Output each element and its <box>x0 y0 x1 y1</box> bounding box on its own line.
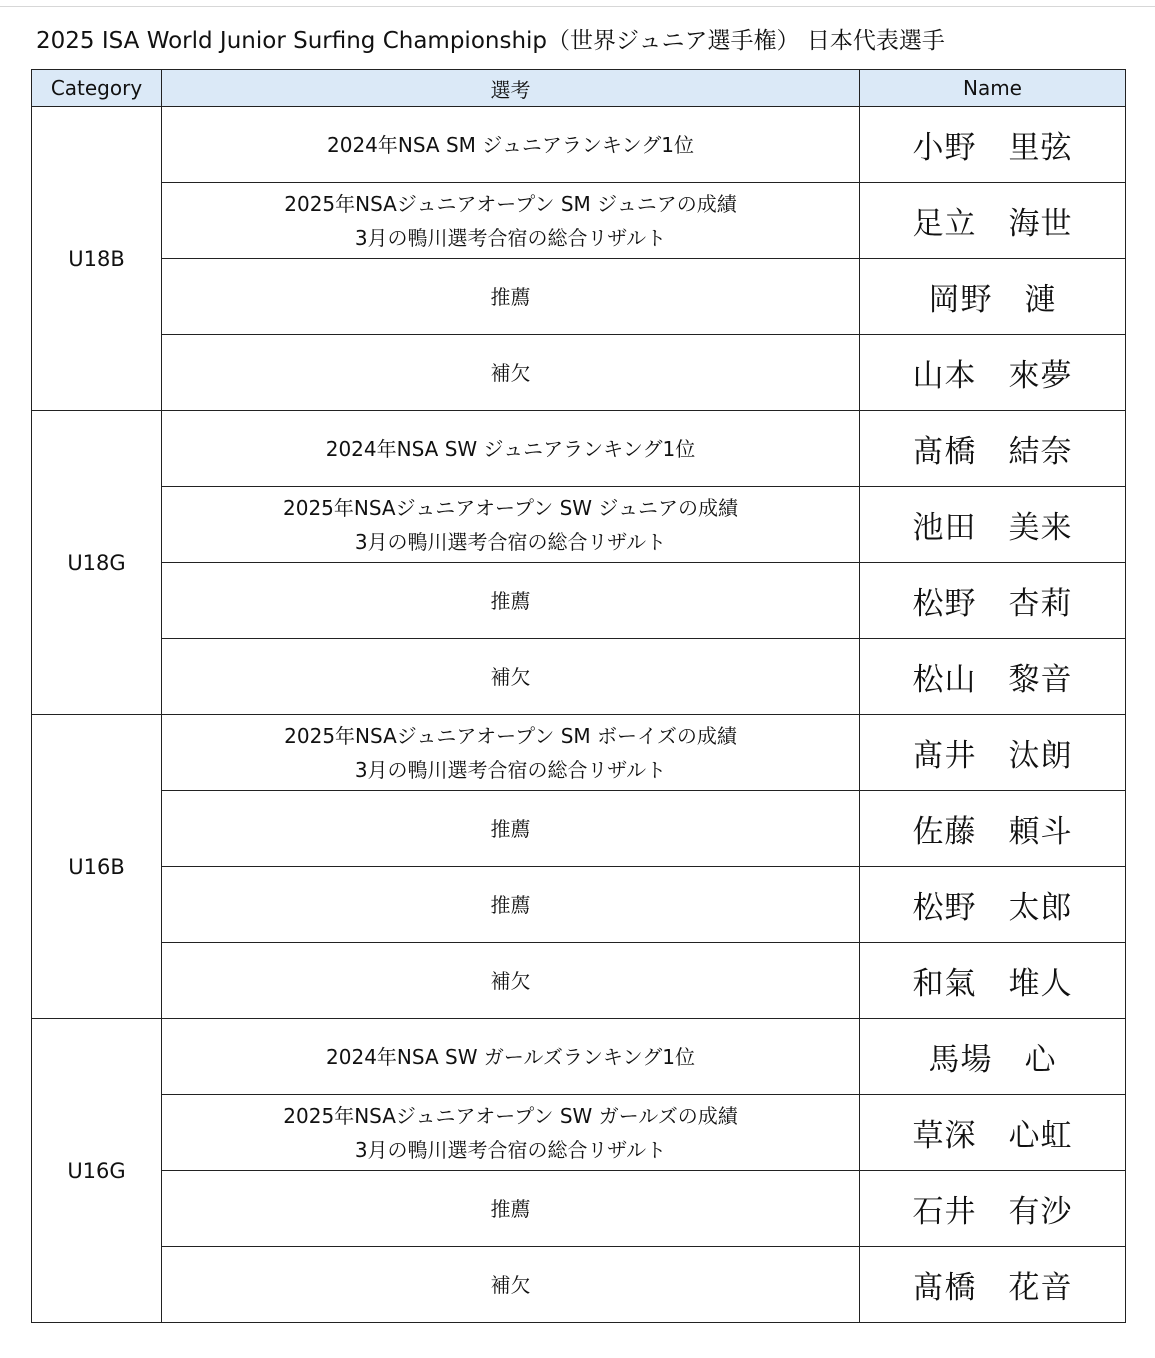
selection-criteria-cell <box>162 411 860 487</box>
selection-criteria-cell <box>162 487 860 563</box>
athlete-name-cell: 髙橋 結奈 <box>860 411 1126 487</box>
athlete-name-cell: 髙井 汰朗 <box>860 715 1126 791</box>
athlete-name-cell: 髙橋 花音 <box>860 1247 1126 1323</box>
selection-criteria-line: 3月の鴨川選考合宿の総合リザルト <box>354 757 667 782</box>
selection-criteria-cell <box>162 715 860 791</box>
selection-criteria-cell <box>162 867 860 943</box>
selection-criteria-line: 2024年NSA SW ジュニアランキング1位 <box>325 436 696 461</box>
athlete-name-cell: 山本 來夢 <box>860 335 1126 411</box>
table-row <box>32 563 1126 639</box>
table-row <box>32 107 1126 183</box>
selection-criteria-cell <box>162 1171 860 1247</box>
athlete-name-cell: 池田 美来 <box>860 487 1126 563</box>
selection-criteria-line: 2024年NSA SM ジュニアランキング1位 <box>327 132 694 157</box>
selection-criteria-line: 推薦 <box>490 284 531 309</box>
selection-criteria-line: 2024年NSA SW ガールズランキング1位 <box>326 1044 695 1069</box>
table-header-row <box>32 70 1126 107</box>
table-row <box>32 183 1126 259</box>
selection-criteria-cell <box>162 563 860 639</box>
table-row <box>32 1095 1126 1171</box>
table-row <box>32 715 1126 791</box>
selection-criteria-line: 補欠 <box>490 1272 531 1297</box>
top-divider <box>0 6 1155 7</box>
selection-criteria-line: 3月の鴨川選考合宿の総合リザルト <box>354 529 667 554</box>
selection-criteria-line: 3月の鴨川選考合宿の総合リザルト <box>354 225 667 250</box>
header-category: Category <box>32 70 162 107</box>
athlete-name-cell: 和氣 堆人 <box>860 943 1126 1019</box>
team-roster-table <box>31 69 1126 1323</box>
selection-criteria-line: 2025年NSAジュニアオープン SM ジュニアの成績 <box>284 191 737 216</box>
selection-criteria-cell <box>162 335 860 411</box>
category-cell: U18G <box>32 411 162 715</box>
selection-criteria-line: 推薦 <box>490 816 531 841</box>
table-row <box>32 487 1126 563</box>
table-row <box>32 867 1126 943</box>
athlete-name-cell: 馬場 心 <box>860 1019 1126 1095</box>
selection-criteria-line: 2025年NSAジュニアオープン SM ボーイズの成績 <box>284 723 737 748</box>
page-title: 2025 ISA World Junior Surfing Championship（世界ジュニア選手権） 日本代表選手 <box>36 28 945 54</box>
athlete-name-cell: 岡野 漣 <box>860 259 1126 335</box>
athlete-name-cell: 草深 心虹 <box>860 1095 1126 1171</box>
selection-criteria-cell <box>162 1247 860 1323</box>
category-cell: U18B <box>32 107 162 411</box>
header-selection: 選考 <box>162 70 860 107</box>
header-name: Name <box>860 70 1126 107</box>
selection-criteria-line: 2025年NSAジュニアオープン SW ガールズの成績 <box>283 1103 738 1128</box>
selection-criteria-line: 補欠 <box>490 968 531 993</box>
table-row <box>32 639 1126 715</box>
table-row <box>32 1247 1126 1323</box>
selection-criteria-cell <box>162 183 860 259</box>
athlete-name-cell: 石井 有沙 <box>860 1171 1126 1247</box>
athlete-name-cell: 佐藤 頼斗 <box>860 791 1126 867</box>
table-row <box>32 335 1126 411</box>
table-row <box>32 411 1126 487</box>
table-row <box>32 259 1126 335</box>
table-row <box>32 1019 1126 1095</box>
category-cell: U16B <box>32 715 162 1019</box>
athlete-name-cell: 小野 里弦 <box>860 107 1126 183</box>
table-row <box>32 791 1126 867</box>
selection-criteria-cell <box>162 1019 860 1095</box>
selection-criteria-cell <box>162 1095 860 1171</box>
selection-criteria-line: 推薦 <box>490 1196 531 1221</box>
selection-criteria-cell <box>162 943 860 1019</box>
selection-criteria-line: 推薦 <box>490 892 531 917</box>
table-body <box>32 107 1126 1323</box>
selection-criteria-line: 2025年NSAジュニアオープン SW ジュニアの成績 <box>283 495 738 520</box>
table-row <box>32 943 1126 1019</box>
selection-criteria-line: 推薦 <box>490 588 531 613</box>
selection-criteria-cell <box>162 107 860 183</box>
athlete-name-cell: 松野 太郎 <box>860 867 1126 943</box>
table-row <box>32 1171 1126 1247</box>
selection-criteria-line: 補欠 <box>490 664 531 689</box>
athlete-name-cell: 松野 杏莉 <box>860 563 1126 639</box>
athlete-name-cell: 松山 黎音 <box>860 639 1126 715</box>
category-cell: U16G <box>32 1019 162 1323</box>
selection-criteria-cell <box>162 639 860 715</box>
selection-criteria-line: 補欠 <box>490 360 531 385</box>
selection-criteria-cell <box>162 259 860 335</box>
athlete-name-cell: 足立 海世 <box>860 183 1126 259</box>
selection-criteria-cell <box>162 791 860 867</box>
selection-criteria-line: 3月の鴨川選考合宿の総合リザルト <box>354 1137 667 1162</box>
